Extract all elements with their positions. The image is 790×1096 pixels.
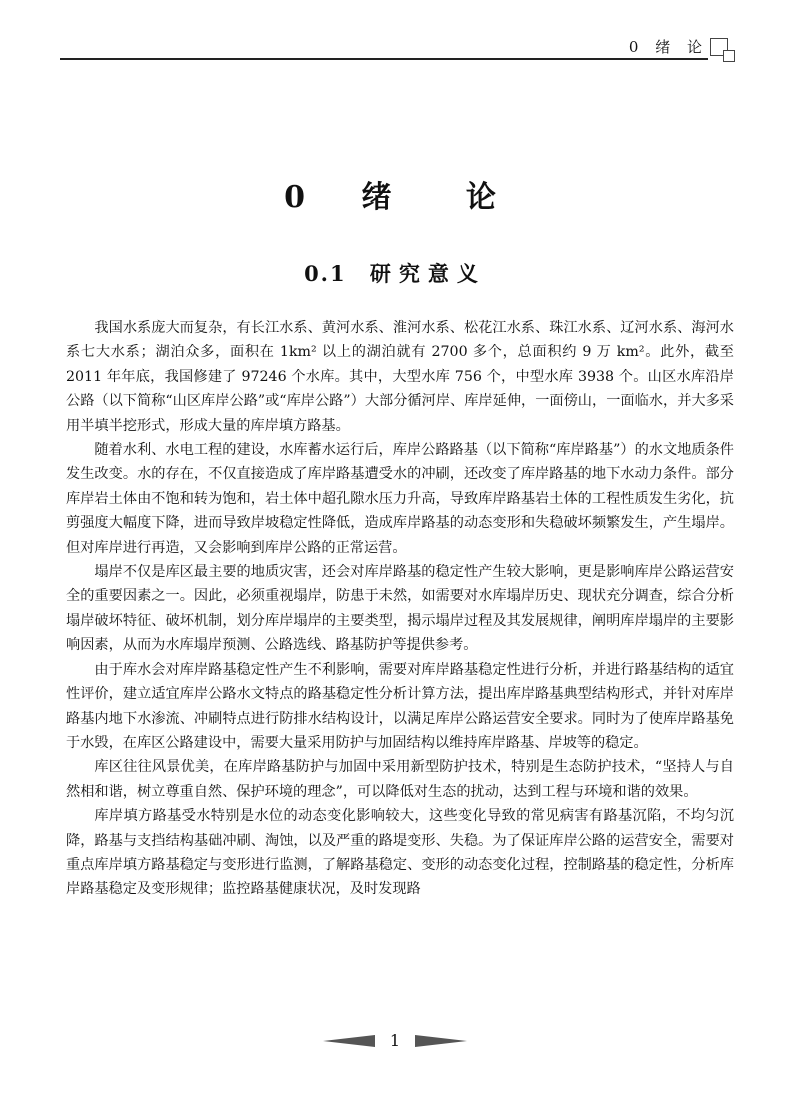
section-title: 研究意义	[369, 261, 486, 286]
left-arrow-icon	[323, 1034, 375, 1048]
page-number: 1	[389, 1031, 401, 1050]
running-header	[60, 30, 728, 60]
paragraph: 随着水利、水电工程的建设，水库蓄水运行后，库岸公路路基（以下简称“库岸路基”）的水文地质条件发生改变。水的存在，不仅直接造成了库岸路基遭受水的冲刷，还改变了库岸路基的地下水动力条件。部分库岸岩土体由不饱和转为饱和，岩土体中超孔隙水压力升高，导致库岸路基岩土体的工程性质发生劣化，抗剪强度大幅度下降，进而导致岸坡稳定性降低，造成库岸路基的动态变形和失稳破坏频繁发生，产生塌岸。但对库岸进行再造，又会影响到库岸公路的正常运营。	[66, 442, 734, 556]
chapter-number: 0	[284, 180, 315, 215]
corner-small-square-icon	[723, 50, 735, 62]
paragraph: 由于库水会对库岸路基稳定性产生不利影响，需要对库岸路基稳定性进行分析，并进行路基结构的适宜性评价，建立适宜库岸公路水文特点的路基稳定性分析计算方法，提出库岸路基典型结构形式，并针对库岸路基内地下水渗流、冲刷特点进行防排水结构设计，以满足库岸公路运营安全要求。同时为了使库岸路基免于水毁，在库区公路建设中，需要大量采用防护与加固结构以维持库岸路基、岸坡等的稳定。	[66, 661, 734, 751]
paragraph: 塌岸不仅是库区最主要的地质灾害，还会对库岸路基的稳定性产生较大影响，更是影响库岸公路运营安全的重要因素之一。因此，必须重视塌岸，防患于未然，如需要对水库塌岸历史、现状充分调查，综合分析塌岸破坏特征、破坏机制，划分库岸塌岸的主要类型，揭示塌岸过程及其发展规律，阐明库岸塌岸的主要影响因素，从而为水库塌岸预测、公路选线、路基防护等提供参考。	[66, 564, 734, 654]
chapter-title-char-1: 绪	[361, 180, 402, 215]
paragraph: 库岸填方路基受水特别是水位的动态变化影响较大，这些变化导致的常见病害有路基沉陷，不均匀沉降，路基与支挡结构基础冲刷、淘蚀，以及严重的路堤变形、失稳。为了保证库岸公路的运营安全，需要对重点库岸填方路基稳定与变形进行监测，了解路基稳定、变形的动态变化过程，控制路基的稳定性，分析库岸路基稳定及变形规律；监控路基健康状况，及时发现路	[66, 808, 734, 898]
chapter-title-char-2: 论	[465, 180, 506, 215]
body-text	[66, 316, 734, 902]
paragraph: 库区往往风景优美，在库岸路基防护与加固中采用新型防护技术，特别是生态防护技术，“坚持人与自然相和谐，树立尊重自然、保护环境的理念”，可以降低对生态的扰动，达到工程与环境和谐的效果。	[66, 759, 734, 800]
right-arrow-icon	[415, 1034, 467, 1048]
page-footer	[0, 1030, 790, 1050]
section-heading	[0, 258, 790, 288]
header-rule	[60, 58, 708, 60]
paragraph: 我国水系庞大而复杂，有长江水系、黄河水系、淮河水系、松花江水系、珠江水系、辽河水系、海河水系七大水系；湖泊众多，面积在 1km² 以上的湖泊就有 2700 多个，总面积约 9 万 km²。此外，截至 2011 年年底，我国修建了 97246 个水库。其中，大型水库 756 个，中型水库 3938 个。山区水库沿岸公路（以下简称“山区库岸公路”或“库岸公路”）大部分循河岸、库岸延伸，一面傍山，一面临水，并大多采用半填半挖形式，形成大量的库岸填方路基。	[66, 320, 734, 434]
chapter-title	[0, 172, 790, 216]
header-title: 0 绪 论	[628, 38, 708, 56]
section-number: 0.1	[304, 261, 347, 286]
